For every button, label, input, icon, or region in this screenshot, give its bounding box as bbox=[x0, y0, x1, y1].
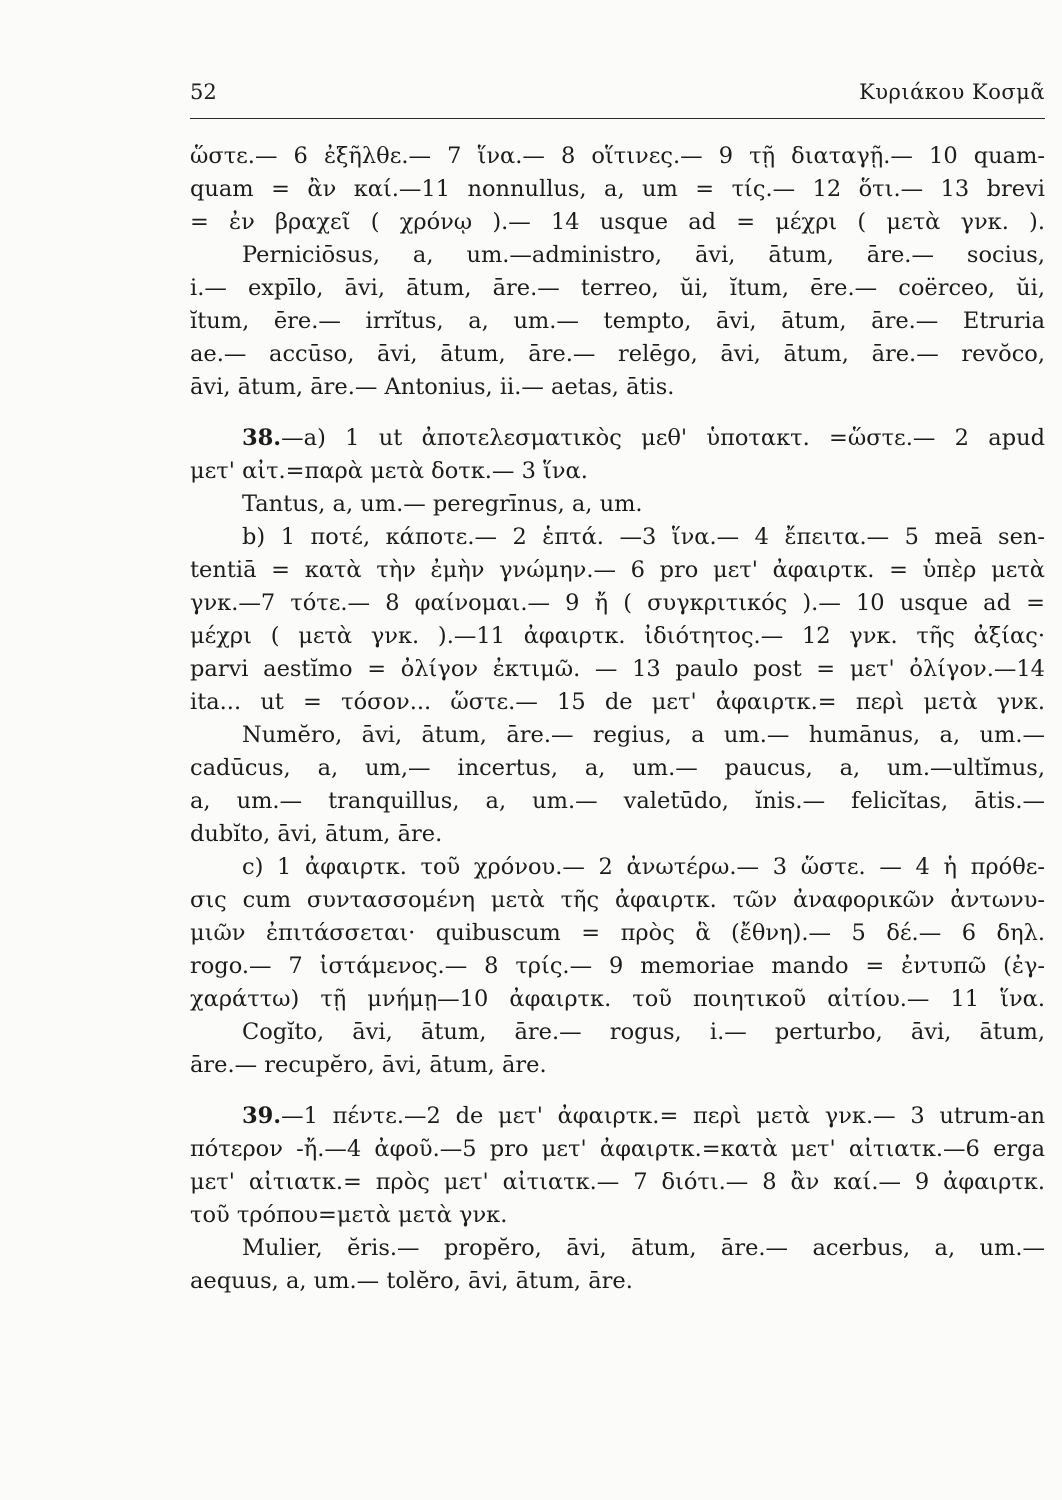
text-line: āre.— recupĕro, āvi, ātum, āre. bbox=[190, 1052, 547, 1078]
section-number: 38. bbox=[242, 425, 282, 451]
text-line: σις cum συντασσομένη μετὰ τῆς ἀφαιρτκ. τῶν ἀναφορικῶν ἀντωνυ- bbox=[190, 887, 1045, 913]
text-line: ita... ut = τόσον... ὥστε.— 15 de μετ' ἀφαιρτκ.= περὶ μετὰ γνκ. bbox=[190, 689, 1045, 715]
page-number: 52 bbox=[190, 80, 217, 104]
text-line: Numĕro, āvi, ātum, āre.— regius, a um.— humānus, a, um.— bbox=[242, 722, 1045, 748]
text-line: b) 1 ποτέ, κάποτε.— 2 ἑπτά. —3 ἵνα.— 4 ἔπειτα.— 5 meā sen- bbox=[242, 524, 1045, 550]
text-line: c) 1 ἀφαιρτκ. τοῦ χρόνου.— 2 ἀνωτέρω.— 3 ὥστε. — 4 ἡ πρόθε- bbox=[242, 854, 1045, 880]
section-number: 39. bbox=[242, 1103, 282, 1129]
text-line: dubĭto, āvi, ātum, āre. bbox=[190, 821, 443, 847]
text-line: tentiā = κατὰ τὴν ἐμὴν γνώμην.— 6 pro μετ' ἀφαιρτκ. = ὑπὲρ μετὰ bbox=[190, 557, 1045, 583]
text-line: ae.— accūso, āvi, ātum, āre.— relēgo, āvi, ātum, āre.— revŏco, bbox=[190, 341, 1045, 367]
section-39-first-line bbox=[190, 1100, 1045, 1133]
text-line: cadūcus, a, um,— incertus, a, um.— paucus, a, um.—ultĭmus, bbox=[190, 755, 1045, 781]
text-line: —1 πέντε.—2 de μετ' ἀφαιρτκ.= περὶ μετὰ γνκ.— 3 utrum-an bbox=[281, 1103, 1045, 1129]
text-line: Tantus, a, um.— peregrīnus, a, um. bbox=[242, 491, 643, 517]
text-line: μετ' αἰτ.=παρὰ μετὰ δοτκ.— 3 ἵνα. bbox=[190, 458, 588, 484]
text-line: = ἐν βραχεῖ ( χρόνῳ ).— 14 usque ad = μέχρι ( μετὰ γνκ. ). bbox=[190, 209, 1045, 235]
text-line: μετ' αἰτιατκ.= πρὸς μετ' αἰτιατκ.— 7 διότι.— 8 ἂν καί.— 9 ἀφαιρτκ. bbox=[190, 1169, 1045, 1195]
running-title: Κυριάκου Κοσμᾶ bbox=[859, 80, 1045, 104]
text-line: ĭtum, ēre.— irrĭtus, a, um.— tempto, āvi, ātum, āre.— Etruria bbox=[190, 308, 1045, 334]
text-line: Perniciōsus, a, um.—administro, āvi, ātum, āre.— socius, bbox=[242, 242, 1045, 268]
text-line: χαράττω) τῇ μνήμῃ—10 ἀφαιρτκ. τοῦ ποιητικοῦ αἰτίου.— 11 ἵνα. bbox=[190, 986, 1045, 1012]
text-line: μιῶν ἐπιτάσσεται· quibuscum = πρὸς ἃ (ἔθνη).— 5 δέ.— 6 δηλ. bbox=[190, 920, 1045, 946]
text-line: Cogĭto, āvi, ātum, āre.— rogus, i.— perturbo, āvi, ātum, bbox=[242, 1019, 1045, 1045]
text-line: āvi, ātum, āre.— Antonius, ii.— aetas, ātis. bbox=[190, 374, 675, 400]
text-line: i.— expīlo, āvi, ātum, āre.— terreo, ŭi, ĭtum, ēre.— coërceo, ŭi, bbox=[190, 275, 1045, 301]
text-line: parvi aestĭmo = ὀλίγον ἐκτιμῶ. — 13 paulo post = μετ' ὀλίγον.—14 bbox=[190, 656, 1045, 682]
text-line: γνκ.—7 τότε.— 8 φαίνομαι.— 9 ἤ ( συγκριτικός ).— 10 usque ad = bbox=[190, 590, 1045, 616]
text-line: μέχρι ( μετὰ γνκ. ).—11 ἀφαιρτκ. ἰδιότητος.— 12 γνκ. τῆς ἀξίας· bbox=[190, 623, 1045, 649]
text-line: πότερον -ἤ.—4 ἀφοῦ.—5 pro μετ' ἀφαιρτκ.=κατὰ μετ' αἰτιατκ.—6 erga bbox=[190, 1136, 1045, 1162]
text-line: aequus, a, um.— tolĕro, āvi, ātum, āre. bbox=[190, 1268, 633, 1294]
text-line: τοῦ τρόπου=μετὰ μετὰ γνκ. bbox=[190, 1202, 508, 1228]
running-head bbox=[190, 80, 1045, 112]
header-rule bbox=[190, 118, 1045, 119]
text-line: rogo.— 7 ἱστάμενος.— 8 τρίς.— 9 memoriae mando = ἐντυπῶ (ἐγ- bbox=[190, 953, 1045, 979]
text-block bbox=[190, 140, 1045, 1298]
text-line: Mulier, ĕris.— propĕro, āvi, ātum, āre.— acerbus, a, um.— bbox=[242, 1235, 1045, 1261]
text-line: quam = ἂν καί.—11 nonnullus, a, um = τίς.— 12 ὅτι.— 13 brevi bbox=[190, 176, 1045, 202]
text-line: ὥστε.— 6 ἐξῆλθε.— 7 ἵνα.— 8 οἵτινες.— 9 τῇ διαταγῇ.— 10 quam- bbox=[190, 143, 1045, 169]
text-line: a, um.— tranquillus, a, um.— valetūdo, ĭnis.— felicĭtas, ātis.— bbox=[190, 788, 1045, 814]
section-38-first-line bbox=[190, 422, 1045, 455]
text-line: —a) 1 ut ἀποτελεσματικὸς μεθ' ὑποτακτ. =ὥστε.— 2 apud bbox=[281, 425, 1045, 451]
